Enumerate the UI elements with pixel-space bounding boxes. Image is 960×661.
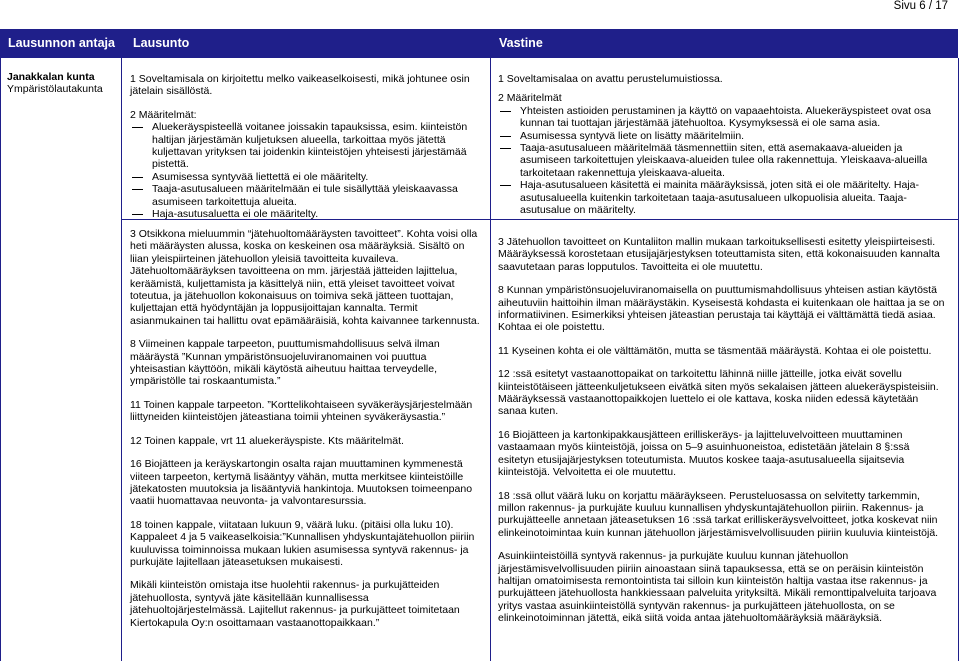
- table-border-col1: [121, 58, 122, 661]
- header-statement: Lausunto: [133, 36, 190, 50]
- table-border-right: [958, 58, 959, 661]
- header-giver: Lausunnon antaja: [8, 36, 115, 50]
- statement-def-title: 2 Määritelmät:: [130, 108, 197, 121]
- page-number: Sivu 6 / 17: [893, 0, 948, 12]
- list-item: Asumisessa syntyvää liettettä ei ole määritelty.: [130, 171, 482, 183]
- response-row2: [498, 236, 946, 636]
- giver-org: Ympäristölautakunta: [7, 83, 103, 96]
- header-response: Vastine: [499, 36, 543, 50]
- list-item: Asumisessa syntyvä liete on lisätty määritelmiin.: [498, 130, 946, 142]
- statement-paragraph: 16 Biojätteen ja keräyskartongin osalta rajan muuttaminen kymmenestä viiteen tarpeeton, kertymä lisääntyy vähän, mutta merkitsee kiinteistöille jätekatosten muutoksia ja lisääntyviä hankintoja. Muutoksen toimeenpano vaatii huomattavaa neuvonta- ja valvontaresurssia.: [130, 458, 473, 508]
- statement-paragraph: 18 toinen kappale, viitataan lukuun 9, väärä luku. (pitäisi olla luku 10). Kappaleet 4 ja 5 vaikeaselkoisia:”Kunnallisen yhdyskuntajätehuollon piiriin kuuluvissa toiminnoissa mukaan lukien asumisessa syntyvä rakennus- ja purkujäte lajitellaan jäteasetuksen mukaisesti.: [130, 518, 475, 568]
- response-paragraph: 12 :ssä esitetyt vastaanottopaikat on tarkoitettu lähinnä niille jätteille, jotka eivät sovellu kiinteistötäiseen jätteenkuljetukseen eivätkä siten myös sekalaisen jätteen aluekeräyspisteisiin. Määräyksessä vastaanottopaikkojen luettelo ei ole kattava, koska niiden edessä käytetään sanaa kuten.: [498, 368, 939, 418]
- giver-cell: [7, 71, 119, 96]
- list-item: Taaja-asutusalueen määritelmään ei tule sisällyttää yleiskaavassa asumiseen tarkoitettuja alueita.: [130, 183, 482, 208]
- statement-row1: [130, 73, 482, 220]
- response-paragraph: Asuinkiinteistöillä syntyvä rakennus- ja purkujäte kuuluu kunnan jätehuollon järjestämisvelvollisuuden piiriin ainoastaan siinä tapauksessa, että se on peräisin kiinteistön haltijan omatoimisesta remontointista tai silloin kun kiinteistön haltija vastaa itse rakennus- ja purkujätteen jätehuollosta hankkiessaan palveluita yrityksiltä. Mikäli remonttipalveluita tarjoava yritys vastaa asuinkiinteistöllä syntyvän rakennus- ja purkujätteen jätehuollosta, on se elinkeinotoiminnan jätettä, eikä siitä voida antaa jätehuoltomääräyksiä määräyksiä.: [498, 550, 937, 625]
- response-paragraph: 8 Kunnan ympäristönsuojeluviranomaisella on puuttumismahdollisuus yhteisen astian käytöstä aiheutuviin haittoihin ilman määräystäkin. Kyseisestä kohdasta ei kuitenkaan ole haittaa ja se on informatiivinen. Esimerkiksi yhteisen jäteastian perustaja tai käyttäjä ei välttämättä tiedä asiaa. Kohtaa ei ole poistettu.: [498, 284, 945, 334]
- response-paragraph: 16 Biojätteen ja kartonkipakkausjätteen erilliskeräys- ja lajitteluvelvoitteen muuttaminen vastaamaan myös kiinteistöjä, joissa on 5–9 asuinhuoneistoa, edistetään jätelain 8 §:ssä esitetyn etusijajärjestyksen toteutumista. Muutos koskee taaja-asutusalueella sijaitsevia kiinteistöjä. Velvoitetta ei ole muutettu.: [498, 428, 910, 479]
- response-paragraph: 11 Kyseinen kohta ei ole välttämätön, mutta se täsmentää määräystä. Kohtaa ei ole poistettu.: [498, 344, 932, 357]
- table-header: [0, 29, 958, 58]
- list-item: Haja-asutusaluetta ei ole määritelty.: [130, 208, 482, 220]
- list-item: Taaja-asutusalueen määritelmää täsmennettiin siten, että asemakaava-alueiden ja asumiseen tarkoitettujen yleiskaava-alueiden tulee olla rakennettuja. Yleiskaava-alueilla tarkoitetaan rakennettuja yleiskaava-alueita.: [498, 142, 946, 179]
- response-p1: 1 Soveltamisalaa on avattu perustelumuistiossa.: [498, 73, 723, 85]
- list-item: Aluekeräyspisteellä voitanee joissakin tapauksissa, esim. kiinteistön haltijan järjestämän kuljetuksen alueella, tarkoittaa myös jätettä kuljettavan yrityksen tai joidenkin kiinteistöjen yhteisesti järjestämää pistettä.: [130, 121, 482, 171]
- table-border-col2: [490, 58, 491, 661]
- table-border-left: [0, 58, 1, 661]
- statement-paragraph: Mikäli kiinteistön omistaja itse huolehtii rakennus- ja purkujätteiden jätehuollosta, syntyvä jäte käsitellään kunnallisessa jätehuoltojärjestelmässä. Lajitellut rakennus- ja purkujätteet toimitetaan Kiertokapula Oy:n osoittamaan vastaanottopaikkaan.”: [130, 579, 460, 629]
- statement-paragraph: 3 Otsikkona mieluummin “jätehuoltomääräysten tavoitteet”. Kohta voisi olla heti määräysten alussa, koska on keskeinen osa määräyksiä. Sisältö on liian yleispiirteinen jätehuollon yleisiä tavoitteita kuvaileva. Jätehuoltomääräyksen tavoitteena on mm. järjestää jätteiden lajittelua, keräämistä, kuljettamista ja käsittelyä niin, että yleiset tavoitteet voivat toteutua, ja jätehuollon kokonaisuus on toimiva sekä jätteen tuottajan, kuljettajan että hyödyntäjän ja loppusijoittajan kannalta. Termit asianmukainen tai hallittu ovat epämääräisiä, kohta kaivannee tarkennusta.: [130, 228, 480, 327]
- statement-paragraph: 8 Viimeinen kappale tarpeeton, puuttumismahdollisuus selvä ilman määräystä ”Kunnan ympäristönsuojeluviranomainen voi puuttua yhteisastian käyttöön, mikäli käytöstä aiheutuu haittaa terveydelle, ympäristölle tai roskaantumista.”: [130, 338, 440, 388]
- statement-paragraph: 12 Toinen kappale, vrt 11 aluekeräyspiste. Kts määritelmät.: [130, 434, 404, 447]
- giver-name: Janakkalan kunta: [7, 71, 95, 83]
- response-row1: [498, 73, 946, 216]
- response-paragraph: 18 :ssä ollut väärä luku on korjattu määräykseen. Perusteluosassa on selvitetty tarkemmin, millon rakennus- ja purkujäte kuuluu kunnallisen yhdyskuntajätehuollon piiriin. Rakennus- ja purkujätteelle annetaan jäteasetuksen 16 :ssä tarkat erilliskeräysvelvoitteet, jotka koskevat niin elinkeinotoimintaa kuin kunnan jätehuollon järjestämisvelvollisuuden piiriin kuuluvia kiinteistöjä.: [498, 489, 939, 539]
- response-def-title: 2 Määritelmät: [498, 92, 562, 105]
- list-item: Yhteisten astioiden perustaminen ja käyttö on vapaaehtoista. Aluekeräyspisteet ovat osa kunnan tai tuottajan järjestämää jätehuoltoa. Kysymyksessä ei ole sama asia.: [498, 105, 946, 130]
- statement-paragraph: 11 Toinen kappale tarpeeton. ”Korttelikohtaiseen syväkeräysjärjestelmään liittyneiden kiinteistöjen jäteastiana toimii yhteinen syväkeräysastia.”: [130, 398, 473, 424]
- statement-p1: 1 Soveltamisala on kirjoitettu melko vaikeaselkoisesti, mikä johtunee osin jätelain sisällöstä.: [130, 73, 470, 98]
- statement-row2: [130, 228, 482, 640]
- list-item: Haja-asutusalueen käsitettä ei mainita määräyksissä, joten sitä ei ole määritelty. Haja-asutusalueella kuitenkin tarkoitetaan taaja-asutusalueen ulkopuolisia alueita. Taaja-asutusalue on määritelty.: [498, 179, 946, 216]
- response-paragraph: 3 Jätehuollon tavoitteet on Kuntaliiton mallin mukaan tarkoituksellisesti esitetty yleispiirteisesti. Määräyksessä korostetaan etusijajärjestyksen toteuttamista siten, että kokonaisuuden kannalta saavutetaan paras lopputulos. Tavoitteita ei ole muutettu.: [498, 236, 940, 273]
